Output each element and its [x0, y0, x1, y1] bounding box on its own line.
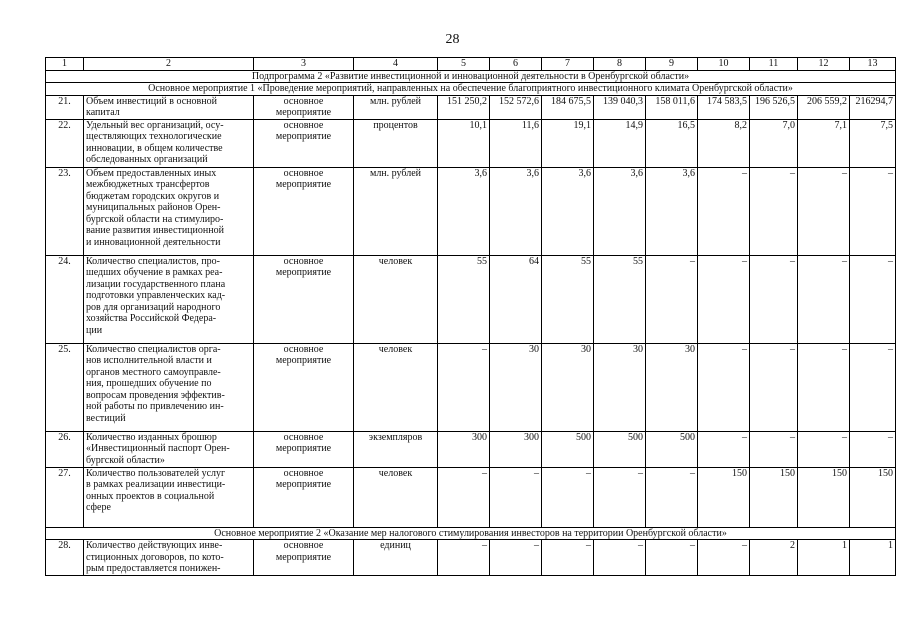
value-cell: 10,1	[438, 119, 490, 167]
value-cell: 3,6	[542, 167, 594, 255]
row-number: 28.	[46, 540, 84, 576]
column-number: 2	[84, 58, 254, 71]
measure-type	[254, 95, 354, 119]
indicator-name-line: вопросам проведения эффектив-	[86, 389, 225, 401]
indicators-table	[45, 57, 896, 576]
indicator-name-line: и инновационной деятельности	[86, 236, 221, 248]
measure-type-line: основное	[283, 343, 324, 355]
measure-type-line: мероприятие	[275, 107, 332, 118]
value-cell: –	[750, 255, 798, 343]
indicator-name-line: капитал	[86, 107, 120, 118]
row-number: 22.	[46, 119, 84, 167]
value-cell: 19,1	[542, 119, 594, 167]
value-cell: 206 559,2	[798, 95, 850, 119]
value-cell: 152 572,6	[490, 95, 542, 119]
value-cell: –	[438, 467, 490, 527]
measure-type-line: основное	[283, 95, 324, 107]
indicator-name-line: сфере	[86, 502, 111, 513]
value-cell: 30	[646, 343, 698, 431]
table-row	[46, 540, 896, 576]
indicator-name-line: нов исполнительной власти и	[86, 355, 212, 366]
value-cell: –	[698, 540, 750, 576]
value-cell: 300	[490, 431, 542, 467]
measure2-row	[46, 527, 896, 540]
indicator-name-line: ния, прошедших обучение по	[86, 378, 212, 389]
value-cell: –	[594, 467, 646, 527]
column-number: 7	[542, 58, 594, 71]
value-cell: –	[798, 431, 850, 467]
indicator-name-line: вание развития инвестиционной	[86, 225, 224, 236]
unit: человек	[354, 343, 438, 431]
value-cell: –	[850, 167, 896, 255]
measure-type-line: мероприятие	[275, 131, 332, 142]
indicator-name-line: подготовки управленческих кад-	[86, 290, 226, 301]
value-cell: –	[542, 467, 594, 527]
table-row	[46, 95, 896, 119]
value-cell: 300	[438, 431, 490, 467]
table-row	[46, 167, 896, 255]
indicator-name-line: бургской области на стимулиро-	[86, 213, 224, 225]
row-number: 23.	[46, 167, 84, 255]
column-number: 9	[646, 58, 698, 71]
table-row	[46, 119, 896, 167]
measure-type	[254, 540, 354, 576]
measure-type-line: мероприятие	[275, 179, 332, 190]
value-cell: 30	[542, 343, 594, 431]
indicator-name	[84, 343, 254, 431]
measure-type-line: мероприятие	[275, 479, 332, 490]
value-cell: 158 011,6	[646, 95, 698, 119]
indicator-name-line: Количество специалистов орга-	[86, 343, 221, 355]
measure-type-line: основное	[283, 167, 324, 179]
subprogram-row	[46, 70, 896, 83]
column-number: 12	[798, 58, 850, 71]
indicator-name	[84, 95, 254, 119]
value-cell: 500	[542, 431, 594, 467]
value-cell: 2	[750, 540, 798, 576]
column-number: 11	[750, 58, 798, 71]
value-cell: –	[646, 540, 698, 576]
measure-type	[254, 167, 354, 255]
indicator-name-line: ществляющих технологические	[86, 131, 222, 142]
value-cell: 216294,7	[850, 95, 896, 119]
value-cell: 3,6	[646, 167, 698, 255]
indicator-name-line: муниципальных районов Орен-	[86, 202, 221, 213]
value-cell: 1	[850, 540, 896, 576]
measure-type-line: основное	[283, 119, 324, 131]
value-cell: 7,0	[750, 119, 798, 167]
measure-type-line: основное	[283, 467, 324, 479]
indicator-name-line: ной работы по привлечению ин-	[86, 401, 224, 412]
indicator-name-line: межбюджетных трансфертов	[86, 179, 210, 190]
indicator-name	[84, 467, 254, 527]
value-cell: –	[542, 540, 594, 576]
indicator-name-line: Удельный вес организаций, осу-	[86, 119, 224, 131]
indicator-name-line: вестиций	[86, 412, 126, 424]
value-cell: 30	[490, 343, 542, 431]
column-number: 1	[46, 58, 84, 71]
value-cell: 55	[594, 255, 646, 343]
indicator-name-line: лизации государственного плана	[86, 278, 226, 290]
value-cell: 150	[750, 467, 798, 527]
measure-type	[254, 343, 354, 431]
indicator-name-line: инновации, в общем количестве	[86, 142, 223, 154]
measure-type	[254, 255, 354, 343]
table-row	[46, 255, 896, 343]
column-number: 3	[254, 58, 354, 71]
value-cell: –	[438, 343, 490, 431]
indicator-name-line: ров для организаций народного	[86, 301, 221, 313]
value-cell: 3,6	[438, 167, 490, 255]
unit: человек	[354, 467, 438, 527]
row-number: 26.	[46, 431, 84, 467]
value-cell: 7,5	[850, 119, 896, 167]
value-cell: 151 250,2	[438, 95, 490, 119]
column-number-row	[46, 58, 896, 71]
indicator-name	[84, 119, 254, 167]
value-cell: –	[490, 467, 542, 527]
indicator-name-line: «Инвестиционный паспорт Орен-	[86, 443, 230, 454]
measure-type	[254, 431, 354, 467]
value-cell: –	[646, 467, 698, 527]
value-cell: 150	[798, 467, 850, 527]
value-cell: 150	[698, 467, 750, 527]
value-cell: –	[698, 431, 750, 467]
indicator-name-line: ции	[86, 324, 103, 336]
indicator-name-line: Количество действующих инве-	[86, 540, 223, 551]
table-row	[46, 467, 896, 527]
value-cell: 1	[798, 540, 850, 576]
indicator-name-line: стиционных договоров, по кото-	[86, 551, 224, 563]
measure1-title: Основное мероприятие 1 «Проведение мероприятий, направленных на обеспечение благоприятного инвестиционного климата Оренбургской области»	[46, 83, 896, 96]
value-cell: 174 583,5	[698, 95, 750, 119]
value-cell: 500	[594, 431, 646, 467]
value-cell: –	[594, 540, 646, 576]
unit: процентов	[354, 119, 438, 167]
value-cell: 30	[594, 343, 646, 431]
indicator-name-line: бургской области»	[86, 454, 165, 466]
value-cell: –	[798, 255, 850, 343]
measure-type-line: мероприятие	[275, 551, 332, 563]
value-cell: 7,1	[798, 119, 850, 167]
column-number: 6	[490, 58, 542, 71]
indicator-name-line: Количество специалистов, про-	[86, 255, 220, 267]
indicator-name-line: Количество пользователей услуг	[86, 467, 226, 479]
value-cell: 14,9	[594, 119, 646, 167]
indicator-name-line: Объем инвестиций в основной	[86, 95, 217, 107]
indicator-name	[84, 255, 254, 343]
indicator-name	[84, 167, 254, 255]
indicator-name-line: органов местного самоуправле-	[86, 366, 221, 378]
indicator-name-line: шедших обучение в рамках реа-	[86, 267, 223, 278]
measure2-title: Основное мероприятие 2 «Оказание мер налогового стимулирования инвесторов на территории Оренбургской области»	[46, 527, 896, 540]
value-cell: 64	[490, 255, 542, 343]
indicator-name-line: хозяйства Российской Федера-	[86, 313, 217, 324]
measure1-row	[46, 83, 896, 96]
value-cell: 500	[646, 431, 698, 467]
unit: человек	[354, 255, 438, 343]
value-cell: –	[490, 540, 542, 576]
measure-type	[254, 467, 354, 527]
indicator-name-line: обследованных организаций	[86, 154, 208, 165]
indicator-name	[84, 431, 254, 467]
indicator-name-line: в рамках реализации инвестици-	[86, 479, 226, 490]
value-cell: 184 675,5	[542, 95, 594, 119]
indicator-name-line: рым предоставляется понижен-	[86, 563, 221, 574]
column-number: 4	[354, 58, 438, 71]
measure-type	[254, 119, 354, 167]
value-cell: –	[750, 343, 798, 431]
measure-type-line: основное	[283, 540, 324, 551]
value-cell: 55	[438, 255, 490, 343]
column-number: 10	[698, 58, 750, 71]
table-row	[46, 343, 896, 431]
indicator-name-line: Объем предоставленных иных	[86, 167, 217, 179]
value-cell: 139 040,3	[594, 95, 646, 119]
value-cell: 8,2	[698, 119, 750, 167]
indicator-name-line: онных проектов в социальной	[86, 490, 215, 502]
subprogram-title: Подпрограмма 2 «Развитие инвестиционной и инновационной деятельности в Оренбургской области»	[46, 70, 896, 83]
value-cell: –	[850, 255, 896, 343]
value-cell: 3,6	[490, 167, 542, 255]
column-number: 13	[850, 58, 896, 71]
value-cell: 3,6	[594, 167, 646, 255]
measure-type-line: мероприятие	[275, 443, 332, 454]
value-cell: 11,6	[490, 119, 542, 167]
page-number: 28	[445, 32, 460, 47]
measure-type-line: мероприятие	[275, 267, 332, 278]
row-number: 25.	[46, 343, 84, 431]
value-cell: 16,5	[646, 119, 698, 167]
measure-type-line: основное	[283, 255, 324, 267]
value-cell: –	[798, 343, 850, 431]
value-cell: –	[850, 343, 896, 431]
column-number: 8	[594, 58, 646, 71]
value-cell: –	[646, 255, 698, 343]
measure-type-line: мероприятие	[275, 355, 332, 366]
value-cell: –	[798, 167, 850, 255]
indicator-name	[84, 540, 254, 576]
value-cell: –	[698, 343, 750, 431]
value-cell: –	[698, 167, 750, 255]
table-row	[46, 431, 896, 467]
value-cell: –	[750, 431, 798, 467]
unit: единиц	[354, 540, 438, 576]
value-cell: 196 526,5	[750, 95, 798, 119]
measure-type-line: основное	[283, 431, 324, 443]
value-cell: 55	[542, 255, 594, 343]
unit: млн. рублей	[354, 167, 438, 255]
value-cell: –	[698, 255, 750, 343]
unit: млн. рублей	[354, 95, 438, 119]
row-number: 21.	[46, 95, 84, 119]
indicator-name-line: бюджетам городских округов и	[86, 190, 220, 202]
value-cell: –	[850, 431, 896, 467]
indicator-name-line: Количество изданных брошюр	[86, 431, 217, 443]
value-cell: –	[750, 167, 798, 255]
value-cell: –	[438, 540, 490, 576]
value-cell: 150	[850, 467, 896, 527]
unit: экземпляров	[354, 431, 438, 467]
column-number: 5	[438, 58, 490, 71]
row-number: 27.	[46, 467, 84, 527]
row-number: 24.	[46, 255, 84, 343]
